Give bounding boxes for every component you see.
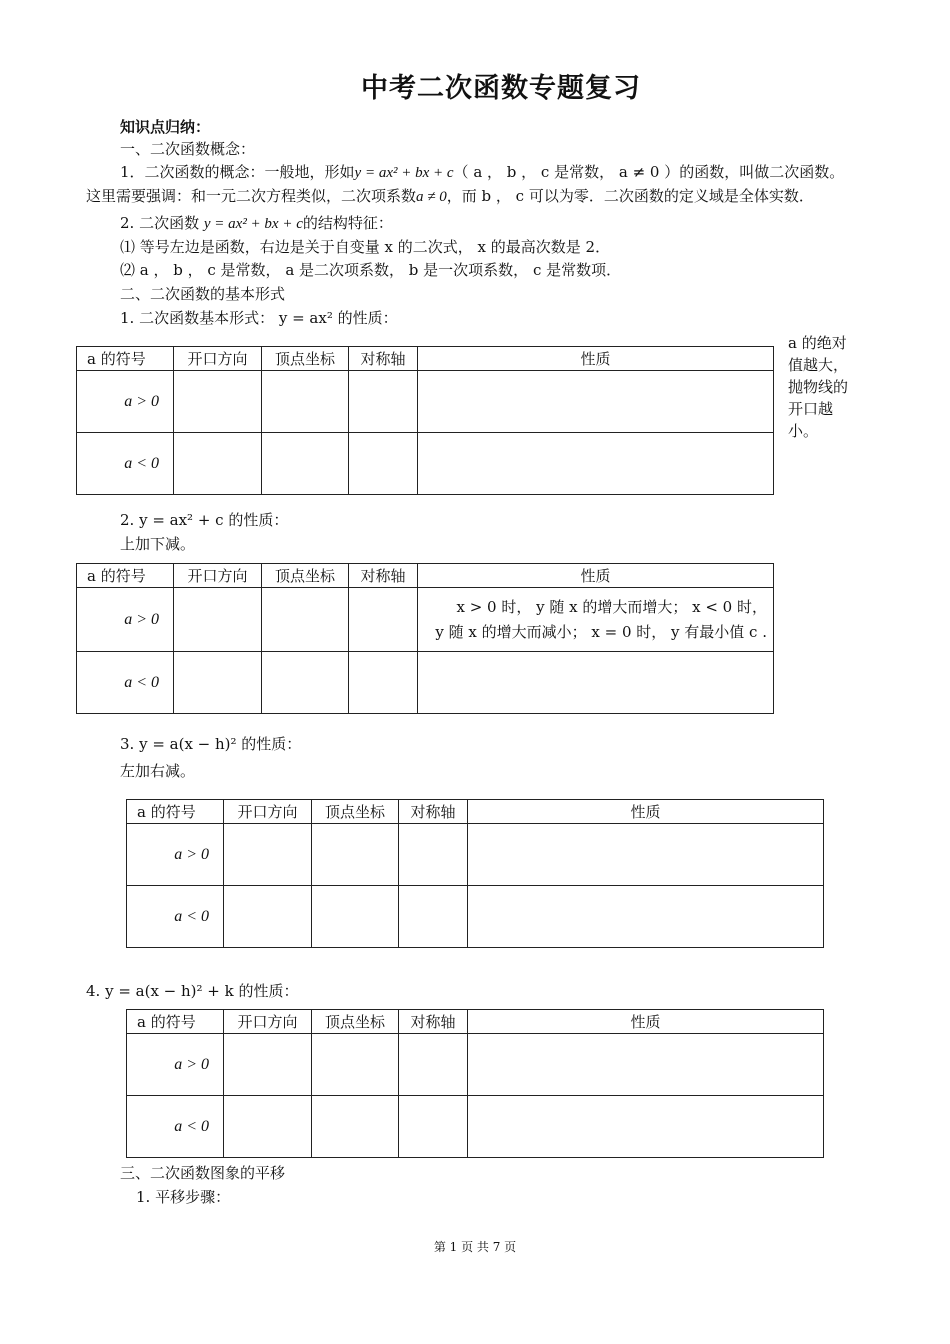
header-property: 性质 [418, 347, 774, 371]
blank-cell [349, 652, 418, 714]
blank-cell [349, 588, 418, 652]
blank-cell [174, 588, 262, 652]
blank-cell [262, 652, 349, 714]
property-line-2: y 随 x 的增大而减小； x = 0 时， y 有最小值 c . [435, 622, 767, 641]
page-footer: 第 1 页 共 7 页 [433, 1240, 517, 1254]
form1-label: 1. 二次函数基本形式： y = ax² 的性质： [120, 309, 398, 327]
sign-negative: a < 0 [77, 433, 174, 495]
header-sign: a 的符号 [127, 1010, 224, 1034]
form2-label: 2. y = ax² + c 的性质： [120, 511, 289, 529]
structure-formula: y = ax² + bx + c [203, 216, 303, 232]
section2-title: 二、二次函数的基本形式 [120, 285, 286, 303]
blank-cell [468, 1096, 824, 1158]
blank-cell [399, 1034, 468, 1096]
property-cell [418, 588, 774, 652]
form3-rule: 左加右减。 [120, 762, 196, 780]
header-opening: 开口方向 [224, 800, 312, 824]
table-row [127, 824, 824, 886]
blank-cell [174, 652, 262, 714]
sign-negative: a < 0 [127, 886, 224, 948]
table-row [77, 652, 774, 714]
knowledge-heading: 知识点归纳： [120, 118, 211, 136]
header-opening: 开口方向 [224, 1010, 312, 1034]
blank-cell [468, 824, 824, 886]
header-property: 性质 [468, 1010, 824, 1034]
translation-steps-label: 1. 平移步骤： [136, 1188, 231, 1206]
blank-cell [349, 433, 418, 495]
blank-cell [418, 371, 774, 433]
blank-cell [312, 886, 399, 948]
properties-table-3 [126, 799, 824, 948]
a-nonzero-formula: a ≠ 0 [416, 189, 447, 205]
table-row [127, 1034, 824, 1096]
blank-cell [174, 371, 262, 433]
properties-table-4 [126, 1009, 824, 1158]
blank-cell [312, 824, 399, 886]
blank-cell [399, 886, 468, 948]
blank-cell [312, 1096, 399, 1158]
header-sign: a 的符号 [77, 347, 174, 371]
header-vertex: 顶点坐标 [262, 564, 349, 588]
blank-cell [349, 371, 418, 433]
header-opening: 开口方向 [174, 564, 262, 588]
sign-negative: a < 0 [127, 1096, 224, 1158]
header-sign: a 的符号 [127, 800, 224, 824]
header-axis: 对称轴 [399, 800, 468, 824]
structure-point-2: ⑵ a ， b ， c 是常数， a 是二次项系数， b 是一次项系数， c 是常数项． [120, 261, 622, 279]
structure-line [120, 212, 393, 235]
page-title: 中考二次函数专题复习 [361, 73, 641, 104]
structure-point-1: ⑴ 等号左边是函数，右边是关于自变量 x 的二次式， x 的最高次数是 2． [120, 238, 611, 256]
blank-cell [468, 886, 824, 948]
header-vertex: 顶点坐标 [312, 1010, 399, 1034]
header-vertex: 顶点坐标 [262, 347, 349, 371]
blank-cell [224, 886, 312, 948]
form2-rule: 上加下减。 [120, 535, 196, 553]
table-row [127, 1096, 824, 1158]
header-axis: 对称轴 [399, 1010, 468, 1034]
emphasis-line [86, 185, 814, 208]
sign-positive: a > 0 [127, 1034, 224, 1096]
header-vertex: 顶点坐标 [312, 800, 399, 824]
table-row [77, 433, 774, 495]
general-form-formula: y = ax² + bx + c [354, 165, 454, 181]
table-row [127, 886, 824, 948]
sign-positive: a > 0 [77, 588, 174, 652]
sign-positive: a > 0 [127, 824, 224, 886]
blank-cell [262, 433, 349, 495]
blank-cell [224, 1034, 312, 1096]
header-property: 性质 [468, 800, 824, 824]
property-line-1: x > 0 时， y 随 x 的增大而增大； x < 0 时， [456, 597, 767, 616]
blank-cell [262, 371, 349, 433]
properties-table-2 [76, 563, 774, 714]
definition-line [120, 161, 844, 184]
structure-text-a: 2. 二次函数 [120, 214, 200, 232]
section1-title: 一、二次函数概念： [120, 140, 256, 158]
blank-cell [224, 824, 312, 886]
header-opening: 开口方向 [174, 347, 262, 371]
blank-cell [418, 433, 774, 495]
blank-cell [312, 1034, 399, 1096]
blank-cell [399, 1096, 468, 1158]
emphasis-text-b: ，而 b ， c 可以为零．二次函数的定义域是全体实数． [446, 187, 814, 205]
blank-cell [224, 1096, 312, 1158]
properties-table-1 [76, 346, 774, 495]
sign-negative: a < 0 [77, 652, 174, 714]
header-sign: a 的符号 [77, 564, 174, 588]
structure-text-b: 的结构特征： [302, 214, 393, 232]
header-property: 性质 [418, 564, 774, 588]
blank-cell [174, 433, 262, 495]
table-row [77, 371, 774, 433]
definition-text-a: 1．二次函数的概念：一般地，形如 [120, 163, 355, 181]
sign-positive: a > 0 [77, 371, 174, 433]
form4-label: 4. y = a(x − h)² + k 的性质： [86, 982, 299, 1000]
header-axis: 对称轴 [349, 347, 418, 371]
blank-cell [418, 652, 774, 714]
definition-text-b: （ a ， b ， c 是常数， a ≠ 0 ）的函数，叫做二次函数。 [453, 163, 845, 181]
section3-title: 三、二次函数图象的平移 [120, 1164, 286, 1182]
blank-cell [262, 588, 349, 652]
blank-cell [399, 824, 468, 886]
header-axis: 对称轴 [349, 564, 418, 588]
blank-cell [468, 1034, 824, 1096]
table-row [77, 588, 774, 652]
side-note: a 的绝对值越大，抛物线的开口越小。 [788, 334, 849, 440]
form3-label: 3. y = a(x − h)² 的性质： [120, 735, 302, 753]
emphasis-text-a: 这里需要强调：和一元二次方程类似，二次项系数 [86, 187, 417, 205]
